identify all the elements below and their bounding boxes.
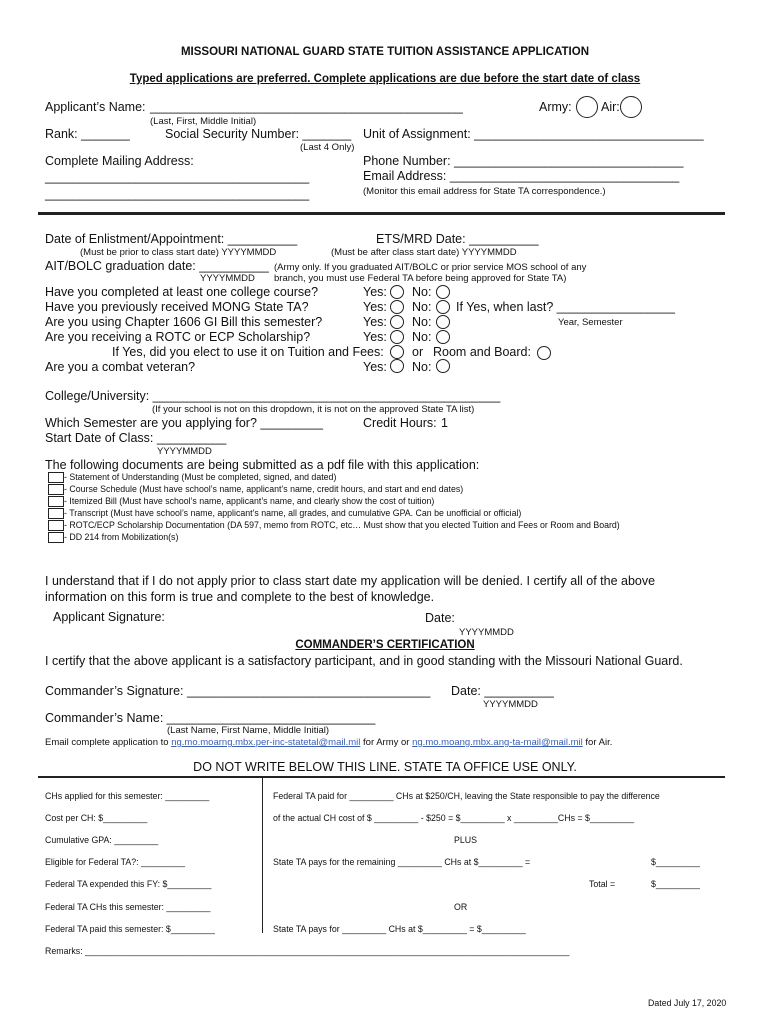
- air-radio[interactable]: [620, 96, 642, 118]
- when-last-field[interactable]: If Yes, when last? _________________: [456, 300, 675, 314]
- year-semester-hint: Year, Semester: [558, 317, 623, 328]
- applicant-date-label[interactable]: Date:: [425, 611, 455, 625]
- document-item: - Course Schedule (Must have school’s name, applicant’s name, credit hours, and start and end dates): [64, 484, 464, 494]
- email-hint: (Monitor this email address for State TA correspondence.): [363, 186, 606, 197]
- office-use-divider: [38, 776, 725, 778]
- office-left-row[interactable]: CHs applied for this semester: _________: [45, 791, 210, 801]
- q1-no-radio[interactable]: [436, 285, 450, 299]
- document-checkbox[interactable]: [48, 484, 64, 495]
- email-field[interactable]: Email Address: _________________________________: [363, 169, 680, 183]
- commander-date-field[interactable]: Date: __________: [451, 684, 554, 698]
- certify-line-1: I understand that if I do not apply prior to class start date my application will be denied. I certify all of the above: [45, 574, 656, 588]
- commander-signature-field[interactable]: Commander’s Signature: ___________________________________: [45, 684, 431, 698]
- office-total-label: Total =: [589, 879, 616, 889]
- document-checkbox[interactable]: [48, 532, 64, 543]
- phone-field[interactable]: Phone Number: _________________________________: [363, 154, 684, 168]
- document-item: - ROTC/ECP Scholarship Documentation (DA 597, memo from ROTC, etc… Must show that you elected Tuition and Fees or Room and Board): [64, 520, 620, 530]
- commander-date-hint: YYYYMMDD: [483, 699, 538, 710]
- office-right-row-7[interactable]: State TA pays for _________ CHs at $_________ = $_________: [273, 924, 526, 934]
- document-checkbox[interactable]: [48, 472, 64, 483]
- start-date-field[interactable]: Start Date of Class: __________: [45, 431, 227, 445]
- office-left-row[interactable]: Eligible for Federal TA?: _________: [45, 857, 186, 867]
- mailing-address-line-2[interactable]: ______________________________________: [45, 187, 310, 201]
- office-or-label: OR: [454, 902, 468, 912]
- q6-yes-radio[interactable]: [390, 359, 404, 373]
- no-label: No:: [412, 330, 432, 344]
- document-item: - DD 214 from Mobilization(s): [64, 532, 179, 542]
- mailing-address-label: Complete Mailing Address:: [45, 154, 194, 168]
- yes-label: Yes:: [363, 360, 387, 374]
- credit-hours-value[interactable]: 1: [441, 416, 448, 430]
- yes-label: Yes:: [363, 285, 387, 299]
- office-right-row-4-total[interactable]: $_________: [651, 857, 700, 867]
- room-board-radio[interactable]: [537, 346, 551, 360]
- email-mid: for Army or: [363, 737, 410, 748]
- college-university-field[interactable]: College/University: __________________________________________________: [45, 389, 501, 403]
- yes-label: Yes:: [363, 330, 387, 344]
- question-previous-state-ta: Have you previously received MONG State TA?: [45, 300, 309, 314]
- office-left-row[interactable]: Cost per CH: $_________: [45, 813, 148, 823]
- question-combat-veteran: Are you a combat veteran?: [45, 360, 196, 374]
- document-checkbox[interactable]: [48, 520, 64, 531]
- applicant-name-field[interactable]: _____________________________________________: [150, 100, 463, 114]
- unit-field[interactable]: Unit of Assignment: _________________________________: [363, 127, 704, 141]
- office-right-row-1[interactable]: Federal TA paid for _________ CHs at $250/CH, leaving the State responsible to pay the difference: [273, 791, 660, 801]
- q1-yes-radio[interactable]: [390, 285, 404, 299]
- footer-dated: Dated July 17, 2020: [648, 998, 727, 1008]
- no-label: No:: [412, 360, 432, 374]
- ssn-hint: (Last 4 Only): [300, 142, 355, 153]
- office-right-row-2[interactable]: of the actual CH cost of $ _________ - $250 = $_________ x _________CHs = $_________: [273, 813, 634, 823]
- rank-field[interactable]: Rank: _______: [45, 127, 130, 141]
- commander-statement: I certify that the above applicant is a satisfactory participant, and in good standing with the Missouri National Guard.: [45, 654, 683, 668]
- army-radio[interactable]: [576, 96, 598, 118]
- office-total-field[interactable]: $_________: [651, 879, 700, 889]
- document-item: - Statement of Understanding (Must be completed, signed, and dated): [64, 472, 337, 482]
- no-label: No:: [412, 285, 432, 299]
- no-label: No:: [412, 300, 432, 314]
- email-pre: Email complete application to: [45, 737, 169, 748]
- mailing-address-line-1[interactable]: ______________________________________: [45, 170, 310, 184]
- form-title: MISSOURI NATIONAL GUARD STATE TUITION ASSISTANCE APPLICATION: [180, 46, 590, 58]
- office-plus-label: PLUS: [454, 835, 477, 845]
- q3-yes-radio[interactable]: [390, 315, 404, 329]
- office-left-row[interactable]: Federal TA expended this FY: $_________: [45, 879, 212, 889]
- yes-label: Yes:: [363, 300, 387, 314]
- or-label: or: [412, 345, 424, 359]
- documents-intro: The following documents are being submitted as a pdf file with this application:: [45, 458, 480, 472]
- office-left-row[interactable]: Federal TA CHs this semester: _________: [45, 902, 211, 912]
- document-checkbox[interactable]: [48, 508, 64, 519]
- document-checkbox[interactable]: [48, 496, 64, 507]
- remarks-field[interactable]: Remarks: ___________________________________________________________________________________________________: [45, 946, 570, 956]
- room-board-label: Room and Board:: [433, 345, 531, 359]
- commander-name-field[interactable]: Commander’s Name: ______________________________: [45, 711, 376, 725]
- start-date-hint: YYYYMMDD: [157, 446, 212, 457]
- enlistment-date-field[interactable]: Date of Enlistment/Appointment: __________: [45, 232, 298, 246]
- aitbolc-yyyymmdd: YYYYMMDD: [200, 273, 255, 284]
- army-label: Army:: [539, 100, 572, 114]
- certify-line-2: information on this form is true and complete to the best of knowledge.: [45, 590, 435, 604]
- q4-yes-radio[interactable]: [390, 330, 404, 344]
- form-subtitle: Typed applications are preferred. Complete applications are due before the start date of class: [129, 73, 641, 85]
- question-college-course: Have you completed at least one college course?: [45, 285, 319, 299]
- aitbolc-note-1: (Army only. If you graduated AIT/BOLC or prior service MOS school of any: [274, 262, 587, 273]
- aitbolc-note-2: branch, you must use Federal TA before being approved for State TA): [274, 273, 567, 284]
- office-left-row[interactable]: Cumulative GPA: _________: [45, 835, 159, 845]
- ssn-field[interactable]: Social Security Number: _______: [165, 127, 352, 141]
- question-rotc-ecp: Are you receiving a ROTC or ECP Scholarship?: [45, 330, 311, 344]
- q6-no-radio[interactable]: [436, 359, 450, 373]
- ets-date-field[interactable]: ETS/MRD Date: __________: [376, 232, 539, 246]
- q2-yes-radio[interactable]: [390, 300, 404, 314]
- applicant-signature-label[interactable]: Applicant Signature:: [53, 610, 165, 624]
- email-instructions: [45, 737, 612, 748]
- air-label: Air:: [601, 100, 620, 114]
- question-gi-bill: Are you using Chapter 1606 GI Bill this semester?: [45, 315, 323, 329]
- office-use-column-divider: [262, 778, 263, 933]
- applicant-name-hint: (Last, First, Middle Initial): [150, 116, 257, 127]
- office-right-row-4[interactable]: State TA pays for the remaining _________ CHs at $_________ =: [273, 857, 531, 867]
- semester-field[interactable]: Which Semester are you applying for? _________: [45, 416, 323, 430]
- document-item: - Transcript (Must have school’s name, applicant’s name, all grades, and cumulative GPA. Can be unofficial or official): [64, 508, 522, 518]
- office-use-heading: DO NOT WRITE BELOW THIS LINE. STATE TA OFFICE USE ONLY.: [193, 760, 577, 774]
- question-tuition-fees: If Yes, did you elect to use it on Tuition and Fees:: [112, 345, 384, 359]
- tuition-fees-radio[interactable]: [390, 345, 404, 359]
- army-email-link[interactable]: ng.mo.moarng.mbx.per-inc-statetal@mail.mil: [171, 737, 361, 748]
- applicant-name-label: Applicant’s Name:: [45, 100, 146, 114]
- aitbolc-date-field[interactable]: AIT/BOLC graduation date: __________: [45, 259, 269, 273]
- air-email-link[interactable]: ng.mo.moang.mbx.ang-ta-mail@mail.mil: [412, 737, 583, 748]
- yes-label: Yes:: [363, 315, 387, 329]
- no-label: No:: [412, 315, 432, 329]
- commander-name-hint: (Last Name, First Name, Middle Initial): [167, 725, 330, 736]
- college-university-hint: (If your school is not on this dropdown, it is not on the approved State TA list): [152, 404, 475, 415]
- office-left-row[interactable]: Federal TA paid this semester: $_________: [45, 924, 215, 934]
- ets-date-hint: (Must be after class start date) YYYYMMDD: [331, 247, 517, 258]
- q3-no-radio[interactable]: [436, 315, 450, 329]
- email-post: for Air.: [585, 737, 613, 748]
- enlistment-date-hint: (Must be prior to class start date) YYYYMMDD: [80, 247, 277, 258]
- q2-no-radio[interactable]: [436, 300, 450, 314]
- section-divider: [38, 212, 725, 215]
- credit-hours-label: Credit Hours:: [363, 416, 437, 430]
- applicant-date-hint: YYYYMMDD: [459, 627, 514, 638]
- commander-heading: COMMANDER’S CERTIFICATION: [295, 639, 475, 651]
- q4-no-radio[interactable]: [436, 330, 450, 344]
- document-item: - Itemized Bill (Must have school’s name, applicant’s name, and clearly show the cost of tuition): [64, 496, 435, 506]
